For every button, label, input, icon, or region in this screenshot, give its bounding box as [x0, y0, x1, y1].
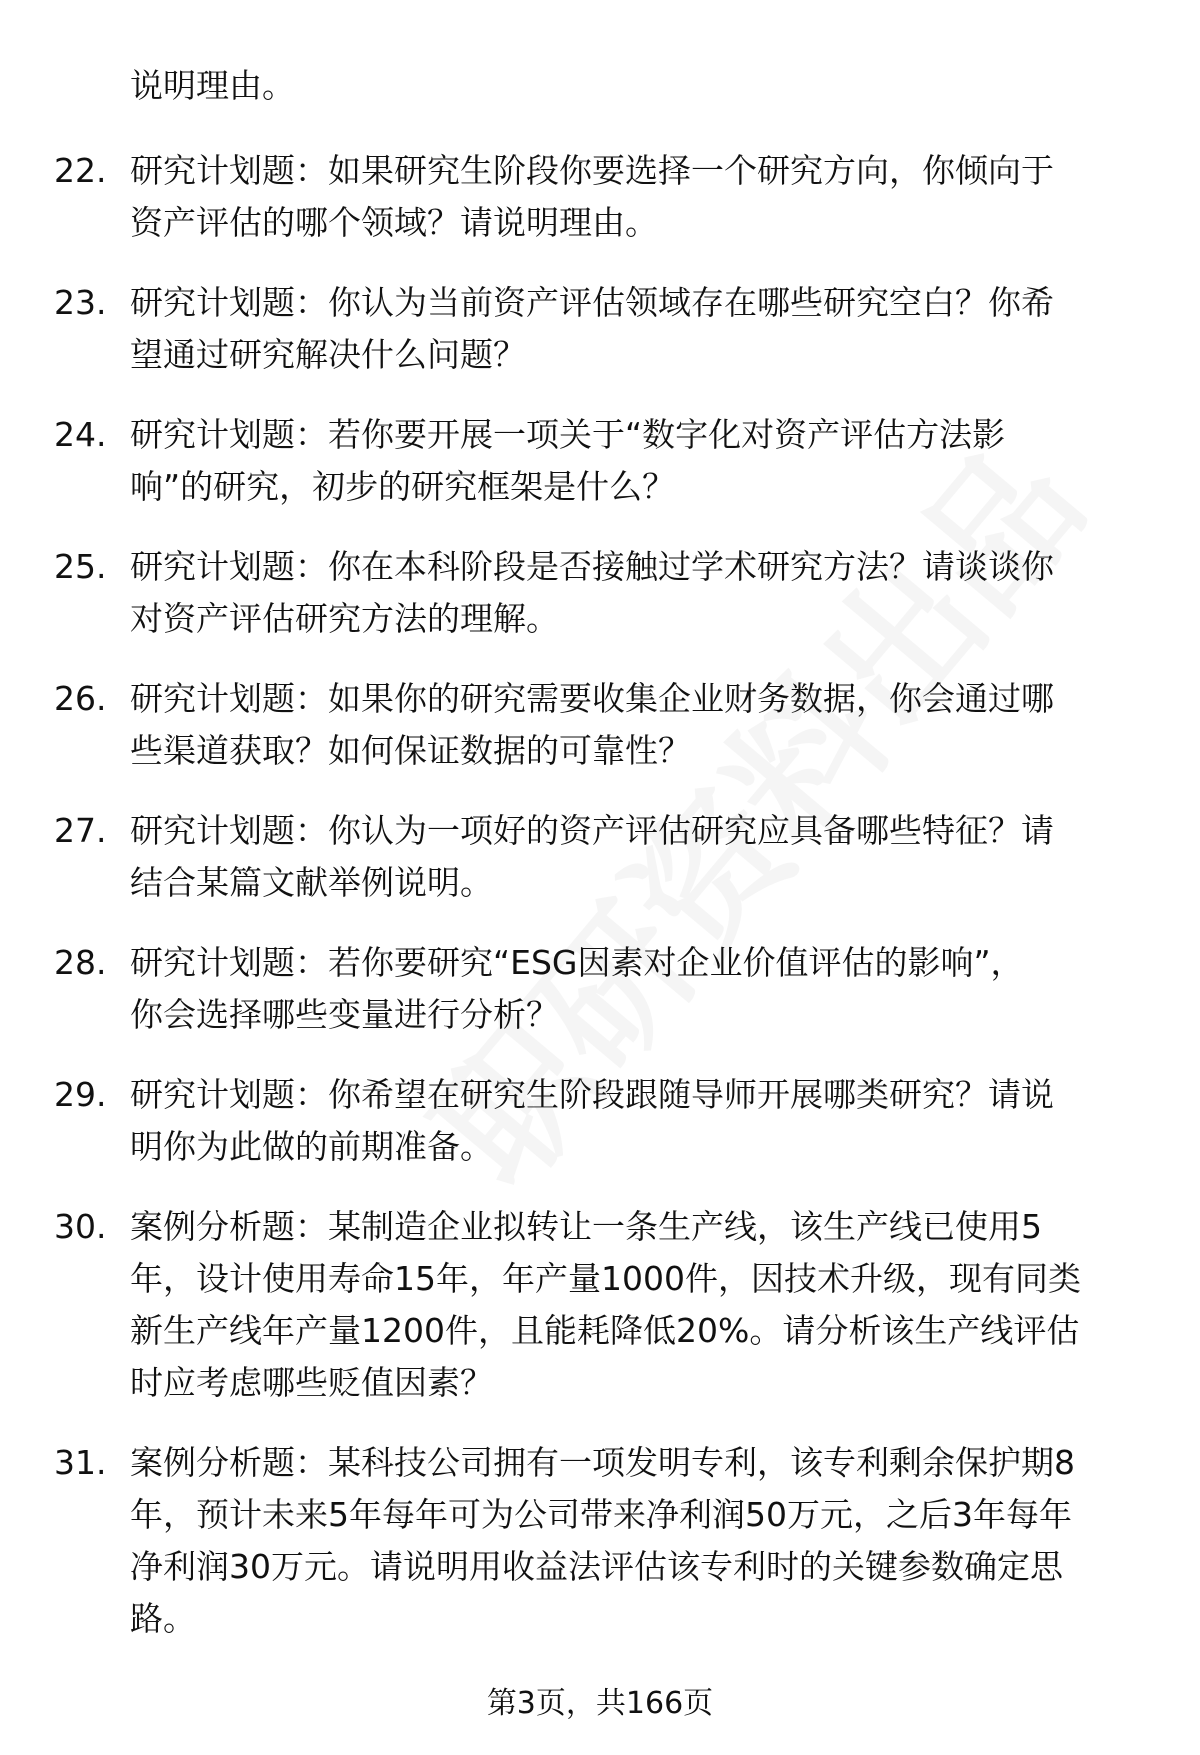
question-text-line: 研究计划题：你在本科阶段是否接触过学术研究方法？请谈谈你: [130, 547, 1054, 586]
question-text-line: 研究计划题：若你要开展一项关于“数字化对资产评估方法影: [130, 415, 1006, 454]
question-text: [130, 1069, 1160, 1173]
question-text-line: 研究计划题：若你要研究“ESG因素对企业价值评估的影响”，: [130, 943, 1024, 982]
question-text-line: 研究计划题：你认为当前资产评估领域存在哪些研究空白？你希: [130, 283, 1054, 322]
question-item: [0, 145, 1200, 249]
question-item: [0, 673, 1200, 777]
question-text-line: 响”的研究，初步的研究框架是什么？: [130, 467, 676, 506]
question-item: [0, 277, 1200, 381]
question-number: 23.: [54, 283, 107, 322]
question-text-line: 你会选择哪些变量进行分析？: [130, 995, 559, 1034]
question-list: [0, 145, 1200, 1673]
question-number: 28.: [54, 943, 107, 982]
question-item: [0, 1069, 1200, 1173]
question-item: [0, 805, 1200, 909]
question-text: [130, 1201, 1160, 1409]
question-item: [0, 409, 1200, 513]
question-text-line: 年，预计未来5年每年可为公司带来净利润50万元，之后3年每年: [130, 1495, 1072, 1534]
question-number: 26.: [54, 679, 107, 718]
question-text-line: 案例分析题：某制造企业拟转让一条生产线，该生产线已使用5: [130, 1207, 1042, 1246]
question-text-line: 案例分析题：某科技公司拥有一项发明专利，该专利剩余保护期8: [130, 1443, 1075, 1482]
question-text-line: 些渠道获取？如何保证数据的可靠性？: [130, 731, 691, 770]
question-text-line: 研究计划题：如果研究生阶段你要选择一个研究方向，你倾向于: [130, 151, 1054, 190]
question-text-line: 净利润30万元。请说明用收益法评估该专利时的关键参数确定思: [130, 1547, 1063, 1586]
question-number: 22.: [54, 151, 107, 190]
question-text-line: 路。: [130, 1599, 196, 1638]
question-text: [130, 145, 1160, 249]
question-item: [0, 541, 1200, 645]
question-text: [130, 673, 1160, 777]
question-text: [130, 1437, 1160, 1645]
question-text: [130, 541, 1160, 645]
question-text-line: 望通过研究解决什么问题？: [130, 335, 526, 374]
question-text-line: 新生产线年产量1200件，且能耗降低20%。请分析该生产线评估: [130, 1311, 1080, 1350]
question-text: [130, 805, 1160, 909]
question-text-line: 年，设计使用寿命15年，年产量1000件，因技术升级，现有同类: [130, 1259, 1081, 1298]
question-text-line: 研究计划题：你希望在研究生阶段跟随导师开展哪类研究？请说: [130, 1075, 1054, 1114]
question-item: [0, 1201, 1200, 1409]
question-number: 29.: [54, 1075, 107, 1114]
question-text: [130, 409, 1160, 513]
question-text-line: 资产评估的哪个领域？请说明理由。: [130, 203, 658, 242]
question-text-line: 明你为此做的前期准备。: [130, 1127, 493, 1166]
question-number: 31.: [54, 1443, 107, 1482]
question-item: [0, 937, 1200, 1041]
question-number: 24.: [54, 415, 107, 454]
question-text-line: 时应考虑哪些贬值因素？: [130, 1363, 493, 1402]
question-number: 27.: [54, 811, 107, 850]
question-number: 25.: [54, 547, 107, 586]
question-text-line: 对资产评估研究方法的理解。: [130, 599, 559, 638]
question-text-line: 研究计划题：你认为一项好的资产评估研究应具备哪些特征？请: [130, 811, 1054, 850]
question-number: 30.: [54, 1207, 107, 1246]
question-text: [130, 277, 1160, 381]
page-footer: 第3页，共166页: [486, 1686, 714, 1721]
question-text-line: 研究计划题：如果你的研究需要收集企业财务数据，你会通过哪: [130, 679, 1054, 718]
question-text: [130, 937, 1160, 1041]
question-text-line: 结合某篇文献举例说明。: [130, 863, 493, 902]
continuation-text: 说明理由。: [130, 66, 295, 105]
question-item: [0, 1437, 1200, 1645]
